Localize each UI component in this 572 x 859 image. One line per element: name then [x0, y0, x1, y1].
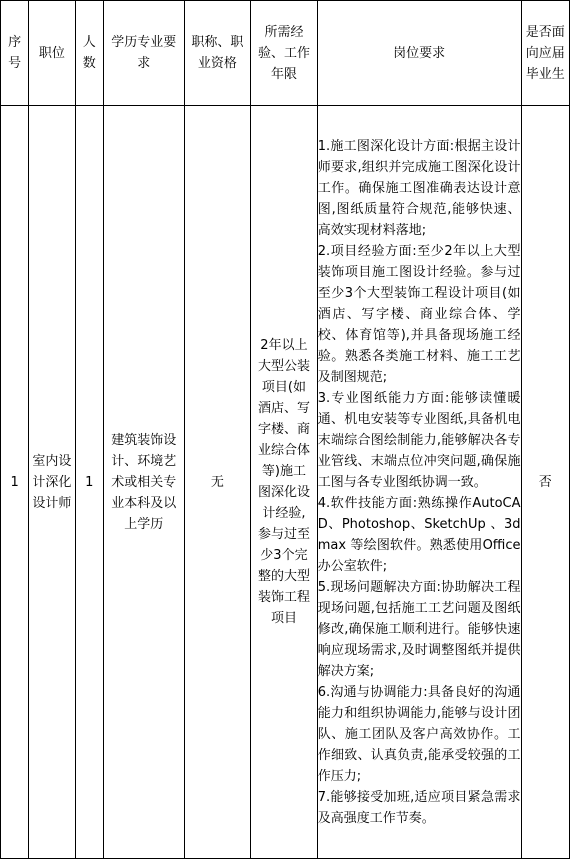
header-experience: 所需经验、工作年限 [251, 1, 318, 106]
requirement-item: 7.能够接受加班,适应项目紧急需求及高强度工作节奏。 [317, 789, 521, 826]
cell-graduate: 否 [521, 106, 569, 859]
cell-title: 无 [184, 106, 251, 859]
header-title: 职称、职业资格 [184, 1, 251, 106]
requirement-item: 6.沟通与协调能力:具备良好的沟通能力和组织协调能力,能够与设计团队、施工团队及客户高效协作。工作细致、认真负责,能承受较强的工作压力; [317, 684, 521, 784]
header-count: 人数 [75, 1, 103, 106]
header-graduate: 是否面向应届毕业生 [521, 1, 569, 106]
requirement-item: 4.软件技能方面:熟练操作AutoCAD、Photoshop、SketchUp 、3dmax 等绘图软件。熟悉使用Office办公室软件; [317, 495, 521, 574]
cell-requirements [317, 106, 521, 859]
header-position: 职位 [29, 1, 75, 106]
cell-count: 1 [75, 106, 103, 859]
header-education: 学历专业要求 [103, 1, 184, 106]
requirement-item: 2.项目经验方面:至少2年以上大型装饰项目施工图设计经验。参与过至少3个大型装饰工程设计项目(如酒店、写字楼、商业综合体、学校、体育馆等),并具备现场施工经验。熟悉各类施工材料、施工工艺及制图规范; [317, 243, 521, 385]
header-seq: 序号 [1, 1, 29, 106]
requirement-item: 1.施工图深化设计方面:根据主设计师要求,组织并完成施工图深化设计工作。确保施工图准确表达设计意图,图纸质量符合规范,能够快速、高效实现材料落地; [317, 138, 521, 238]
header-requirements: 岗位要求 [317, 1, 521, 106]
cell-seq: 1 [1, 106, 29, 859]
cell-education: 建筑装饰设计、环境艺术或相关专业本科及以上学历 [103, 106, 184, 859]
requirement-item: 5.现场问题解决方面:协助解决工程现场问题,包括施工工艺问题及图纸修改,确保施工顺利进行。能够快速响应现场需求,及时调整图纸并提供解决方案; [317, 579, 521, 679]
cell-experience: 2年以上大型公装项目(如酒店、写字楼、商业综合体等)施工图深化设计经验,参与过至少3个完整的大型装饰工程项目 [251, 106, 318, 859]
table-row [1, 106, 570, 859]
cell-position: 室内设计深化设计师 [29, 106, 75, 859]
requirement-item: 3.专业图纸能力方面:能够读懂暖通、机电安装等专业图纸,具备机电末端综合图绘制能力,能够解决各专业管线、末端点位冲突问题,确保施工图与各专业图纸协调一致。 [317, 390, 521, 490]
table-header-row [1, 1, 570, 106]
